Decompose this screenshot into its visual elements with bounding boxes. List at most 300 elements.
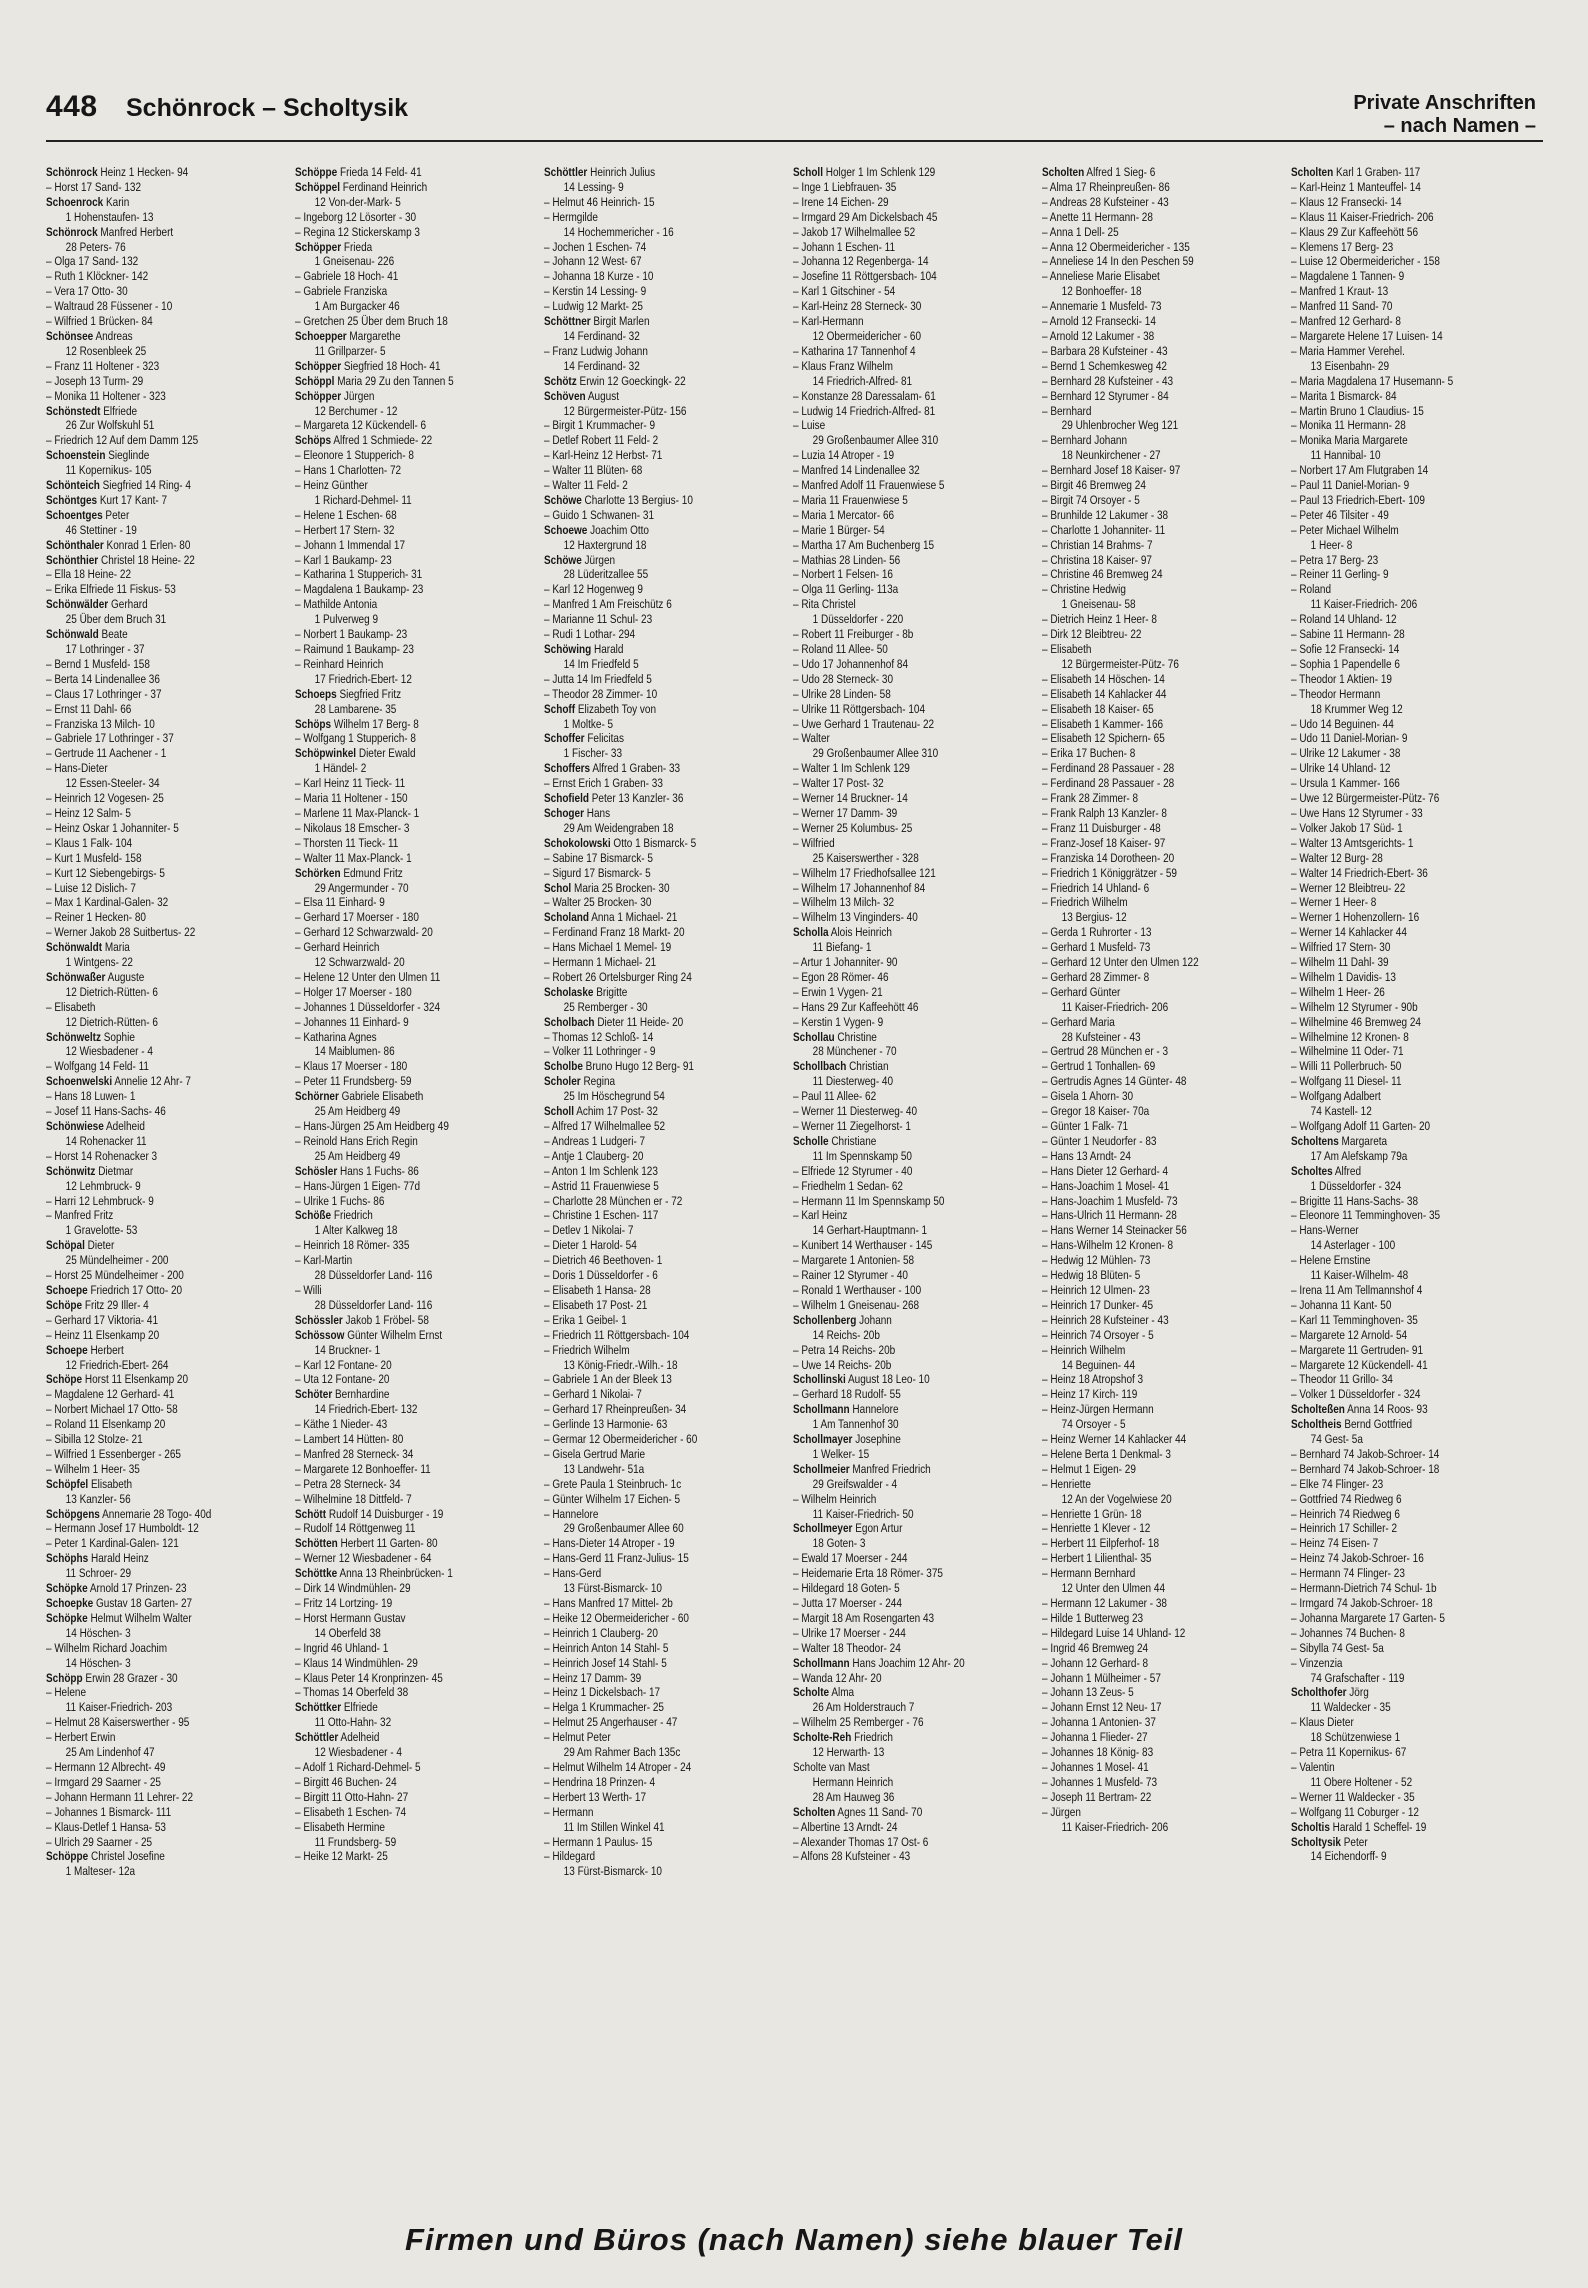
directory-entry: – Walter 17 Post- 32: [793, 776, 884, 791]
directory-entry: Scholand Anna 1 Michael- 21: [544, 910, 678, 925]
directory-entry: Schoepe Friedrich 17 Otto- 20: [46, 1282, 183, 1297]
directory-entry: 14 Oberfeld 38: [314, 1625, 381, 1640]
directory-entry: – Günter 1 Falk- 71: [1042, 1119, 1129, 1133]
directory-entry: – Margarete 1 Antonien- 58: [793, 1253, 915, 1268]
directory-entry: – Hildegard Luise 14 Uhland- 12: [1042, 1625, 1186, 1640]
directory-entry: – Rainer 12 Styrumer - 40: [793, 1268, 908, 1283]
directory-entry: – Konstanze 28 Daressalam- 61: [793, 388, 936, 403]
page-number: 448: [46, 90, 98, 123]
directory-entry: – Margarete 12 Arnold- 54: [1291, 1327, 1408, 1342]
directory-entry: – Heinrich 17 Dunker- 45: [1042, 1297, 1154, 1312]
directory-entry: – Alma 17 Rheinpreußen- 86: [1042, 179, 1170, 194]
directory-entry: 11 Im Spennskamp 50: [812, 1148, 912, 1163]
directory-entry: – Wilhelm 1 Gneisenau- 268: [793, 1297, 920, 1312]
directory-entry: – Mathilde Antonia: [295, 597, 378, 612]
directory-entry: 29 Großenbaumer Allee 60: [563, 1521, 684, 1536]
directory-entry: – Hermann Bernhard: [1042, 1566, 1136, 1581]
directory-entry: – Werner 12 Wiesbadener - 64: [295, 1551, 432, 1566]
directory-entry: Schöttner Birgit Marlen: [544, 314, 650, 329]
directory-entry: – Alexander Thomas 17 Ost- 6: [793, 1834, 929, 1849]
directory-entry: – Christian 14 Brahms- 7: [1042, 537, 1153, 552]
directory-entry: – Hans-Joachim 1 Mosel- 41: [1042, 1178, 1170, 1193]
directory-entry: – Luise: [793, 418, 826, 433]
directory-entry: 14 Beguinen- 44: [1061, 1357, 1136, 1372]
directory-entry: – Christine Hedwig: [1042, 582, 1126, 597]
directory-entry: Schollmeyer Egon Artur: [793, 1521, 903, 1536]
directory-entry: Schöppel Ferdinand Heinrich: [295, 179, 428, 194]
directory-entry: 28 Münchener - 70: [812, 1044, 897, 1059]
directory-entry: Schöttler Adelheid: [295, 1730, 380, 1745]
directory-entry: 14 Maiblumen- 86: [314, 1044, 395, 1059]
directory-entry: – Bernhard 74 Jakob-Schroer- 18: [1291, 1461, 1440, 1476]
directory-entry: 11 Kaiser-Friedrich- 206: [1310, 597, 1418, 612]
directory-entry: – Helmut 46 Heinrich- 15: [544, 194, 655, 209]
directory-entry: 12 Obermeidericher - 60: [812, 328, 921, 343]
directory-entry: – Werner 11 Ziegelhorst- 1: [793, 1119, 911, 1133]
directory-entry: – Udo 28 Sterneck- 30: [793, 671, 894, 686]
directory-entry: – Ulrike 12 Lakumer - 38: [1291, 746, 1401, 761]
directory-entry: 14 Höschen- 3: [65, 1655, 131, 1670]
directory-entry: – Thomas 12 Schloß- 14: [544, 1029, 654, 1044]
directory-entry: Schönstedt Elfriede: [46, 403, 138, 418]
directory-entry: – Bernhard Josef 18 Kaiser- 97: [1042, 463, 1181, 478]
directory-entry: – Annemarie 1 Musfeld- 73: [1042, 299, 1162, 314]
directory-entry: 1 Gneisenau- 226: [314, 254, 395, 269]
directory-entry: – Arnold 12 Fransecki- 14: [1042, 314, 1156, 329]
directory-entry: – Marianne 11 Schul- 23: [544, 612, 653, 627]
directory-entry: – Katharina 1 Stupperich- 31: [295, 567, 423, 582]
directory-entry: 1 Gravelotte- 53: [65, 1223, 138, 1238]
directory-entry: – Magdalene 1 Tannen- 9: [1291, 269, 1405, 284]
directory-entry: – Gabriele 18 Hoch- 41: [295, 269, 399, 284]
directory-entry: – Roland 14 Uhland- 12: [1291, 612, 1397, 627]
directory-entry: 11 Kaiser-Wilhelm- 48: [1310, 1268, 1409, 1283]
directory-entry: – Thomas 14 Oberfeld 38: [295, 1685, 409, 1700]
footer-note: Firmen und Büros (nach Namen) siehe blauer Teil: [405, 2222, 1183, 2257]
directory-entry: – Ferdinand Franz 18 Markt- 20: [544, 925, 685, 940]
directory-entry: – Andreas 1 Ludgeri- 7: [544, 1133, 646, 1148]
directory-entry: – Anna 12 Obermeidericher - 135: [1042, 239, 1190, 254]
directory-entry: – Karl Heinz 11 Tieck- 11: [295, 776, 406, 791]
directory-entry: – Paul 11 Allee- 62: [793, 1089, 877, 1104]
directory-entry: Scholer Regina: [544, 1074, 616, 1089]
directory-entry: – Werner Jakob 28 Suitbertus- 22: [46, 925, 196, 940]
directory-entry: 14 Reichs- 20b: [812, 1327, 880, 1342]
directory-entry: – Margareta 12 Kückendell- 6: [295, 418, 427, 433]
directory-entry: – Petra 28 Sterneck- 34: [295, 1476, 401, 1491]
directory-entry: Scholle Christiane: [793, 1133, 877, 1148]
directory-entry: – Anna 1 Dell- 25: [1042, 224, 1119, 239]
directory-entry: – Dietrich Heinz 1 Heer- 8: [1042, 612, 1157, 627]
directory-entry: – Dieter 1 Harold- 54: [544, 1238, 637, 1253]
directory-entry: – Rudi 1 Lothar- 294: [544, 627, 636, 642]
directory-entry: – Sibilla 12 Stolze- 21: [46, 1432, 143, 1447]
directory-entry: Schöphs Harald Heinz: [46, 1551, 149, 1566]
directory-entry: – Karl-Hermann: [793, 314, 864, 329]
directory-entry: – Hedwig 18 Blüten- 5: [1042, 1268, 1141, 1283]
directory-entry: – Brigitte 11 Hans-Sachs- 38: [1291, 1193, 1419, 1208]
directory-entry: – Elisabeth 12 Spichern- 65: [1042, 731, 1165, 746]
directory-entry: – Elisabeth 18 Kaiser- 65: [1042, 701, 1154, 716]
directory-entry: 1 Düsseldorfer - 324: [1310, 1178, 1402, 1193]
directory-entry: – Werner 14 Bruckner- 14: [793, 791, 908, 806]
directory-entry: Schönwald Beate: [46, 627, 128, 642]
directory-entry: – Theodor 11 Grillo- 34: [1291, 1372, 1393, 1387]
directory-entry: – Olga 11 Gerling- 113a: [793, 582, 899, 597]
directory-entry: 12 Von-der-Mark- 5: [314, 194, 401, 209]
directory-entry: – Bernhard: [1042, 403, 1092, 418]
category-line-2: – nach Namen –: [1383, 115, 1536, 137]
directory-entry: – Erika 17 Buchen- 8: [1042, 746, 1136, 761]
directory-entry: – Inge 1 Liebfrauen- 35: [793, 179, 897, 194]
directory-entry: – Franziska 14 Dorotheen- 20: [1042, 850, 1175, 865]
directory-entry: – Sibylla 74 Gest- 5a: [1291, 1640, 1384, 1655]
directory-entry: – Gerhard 28 Zimmer- 8: [1042, 969, 1150, 984]
directory-entry: Scholl Holger 1 Im Schlenk 129: [793, 165, 936, 179]
directory-entry: – Helmut 1 Eigen- 29: [1042, 1461, 1136, 1476]
directory-entry: Scholbe Bruno Hugo 12 Berg- 91: [544, 1059, 694, 1074]
directory-entry: – Heinz 1 Dickelsbach- 17: [544, 1685, 661, 1700]
directory-entry: – Anneliese Marie Elisabet: [1042, 269, 1160, 284]
directory-entry: 12 Rosenbleek 25: [65, 343, 147, 358]
directory-entry: – Gerhard Maria: [1042, 1014, 1115, 1029]
directory-entry: 18 Neunkirchener - 27: [1061, 448, 1161, 463]
directory-entry: – Johannes 1 Musfeld- 73: [1042, 1774, 1158, 1789]
directory-entry: 26 Zur Wolfskuhl 51: [65, 418, 155, 433]
directory-entry: 12 Essen-Steeler- 34: [65, 776, 160, 791]
directory-entry: – Werner 12 Bleibtreu- 22: [1291, 880, 1406, 895]
directory-entry: Schörner Gabriele Elisabeth: [295, 1089, 424, 1104]
directory-entry: – Franziska 13 Milch- 10: [46, 716, 155, 731]
directory-entry: – Wilhelm 12 Styrumer - 90b: [1291, 999, 1418, 1014]
directory-entry: – Hans-Dieter 14 Atroper - 19: [544, 1536, 675, 1551]
directory-entry: 13 Fürst-Bismarck- 10: [563, 1864, 662, 1879]
directory-entry: – Johannes 11 Einhard- 9: [295, 1014, 409, 1029]
directory-entry: 29 Großenbaumer Allee 310: [812, 746, 939, 761]
directory-entry: Schollmann Hans Joachim 12 Ahr- 20: [793, 1655, 965, 1670]
directory-entry: Scholten Karl 1 Graben- 117: [1291, 165, 1421, 179]
directory-entry: 1 Händel- 2: [314, 761, 367, 776]
directory-entry: – Wilhelmine 18 Dittfeld- 7: [295, 1491, 412, 1506]
directory-entry: – Bernhard 28 Kufsteiner - 43: [1042, 373, 1174, 388]
directory-entry: – Dirk 14 Windmühlen- 29: [295, 1581, 411, 1596]
category-line-1: Private Anschriften: [1353, 92, 1536, 114]
directory-entry: 11 Diesterweg- 40: [812, 1074, 894, 1089]
directory-entry: – Manfred Adolf 11 Frauenwiese 5: [793, 478, 945, 493]
directory-entry: 28 Kufsteiner - 43: [1061, 1029, 1141, 1044]
directory-entry: – Heinrich 18 Römer- 335: [295, 1238, 410, 1253]
directory-entry: – Helmut 28 Kaiserswerther - 95: [46, 1715, 190, 1730]
directory-entry: – Anton 1 Im Schlenk 123: [544, 1163, 658, 1178]
directory-entry: 28 Lüderitzallee 55: [563, 567, 649, 582]
directory-entry: – Valentin: [1291, 1759, 1335, 1774]
directory-entry: – Hans 1 Charlotten- 72: [295, 463, 402, 478]
directory-entry: – Johann Ernst 12 Neu- 17: [1042, 1700, 1162, 1715]
directory-entry: 1 Welker- 15: [812, 1446, 870, 1461]
directory-entry: – Hans-Jürgen 1 Eigen- 77d: [295, 1178, 421, 1193]
directory-entry: 14 Friedrich-Alfred- 81: [812, 373, 913, 388]
directory-column-3: [544, 165, 742, 2210]
directory-entry: – Doris 1 Düsseldorfer - 6: [544, 1268, 658, 1283]
directory-entry: – Karl 1 Gitschiner - 54: [793, 284, 896, 299]
directory-entry: 14 Bruckner- 1: [314, 1342, 381, 1357]
directory-entry: – Hans 18 Luwen- 1: [46, 1089, 136, 1104]
directory-entry: – Manfred 1 Kraut- 13: [1291, 284, 1389, 299]
directory-entry: 12 Bürgermeister-Pütz- 156: [563, 403, 687, 418]
directory-entry: – Klaus 11 Kaiser-Friedrich- 206: [1291, 209, 1434, 224]
directory-entry: Schötten Herbert 11 Garten- 80: [295, 1536, 438, 1551]
directory-entry: Schöwing Harald: [544, 642, 624, 656]
directory-entry: 14 Hochemmericher - 16: [563, 224, 674, 239]
directory-entry: – Hans-Ulrich 11 Hermann- 28: [1042, 1208, 1177, 1223]
directory-entry: – Werner 11 Waldecker - 35: [1291, 1789, 1415, 1804]
directory-entry: – Heinz Oskar 1 Johanniter- 5: [46, 820, 179, 835]
directory-entry: – Regina 12 Stickerskamp 3: [295, 224, 420, 239]
directory-entry: – Hans-Joachim 1 Musfeld- 73: [1042, 1193, 1178, 1208]
directory-entry: 1 Richard-Dehmel- 11: [314, 492, 412, 507]
directory-entry: 11 Otto-Hahn- 32: [314, 1715, 392, 1730]
directory-entry: – Horst 14 Rohenacker 3: [46, 1148, 158, 1163]
directory-entry: – Ronald 1 Werthauser - 100: [793, 1282, 922, 1297]
directory-entry: 12 Bonhoeffer- 18: [1061, 284, 1142, 299]
directory-entry: – Martin Bruno 1 Claudius- 15: [1291, 403, 1424, 418]
directory-entry: – Barbara 28 Kufsteiner - 43: [1042, 343, 1168, 358]
directory-entry: – Käthe 1 Nieder- 43: [295, 1417, 388, 1432]
directory-entry: – Hermann 12 Lakumer - 38: [1042, 1596, 1167, 1610]
directory-entry: – Maria 11 Frauenwiese 5: [793, 492, 908, 507]
directory-entry: Schol Maria 25 Brocken- 30: [544, 880, 670, 895]
directory-entry: – Johanna 11 Kant- 50: [1291, 1297, 1392, 1312]
directory-entry: – Ingeborg 12 Lösorter - 30: [295, 209, 417, 224]
directory-entry: 14 Im Friedfeld 5: [563, 656, 639, 671]
directory-entry: – Friedrich Wilhelm: [1042, 895, 1128, 910]
directory-entry: – Walter 11 Feld- 2: [544, 478, 628, 493]
directory-entry: – Margarete Helene 17 Luisen- 14: [1291, 328, 1443, 343]
directory-entry: Schoeps Siegfried Fritz: [295, 686, 402, 701]
directory-entry: – Reinhard Heinrich: [295, 656, 384, 671]
directory-entry: – Willi 11 Pollerbruch- 50: [1291, 1059, 1402, 1074]
directory-entry: – Franz 11 Holtener - 323: [46, 358, 160, 373]
directory-entry: – Elisabeth 1 Hansa- 28: [544, 1282, 651, 1297]
directory-entry: – Lambert 14 Hütten- 80: [295, 1432, 404, 1447]
directory-entry: – Ulrike 14 Uhland- 12: [1291, 761, 1391, 776]
directory-column-1: [46, 165, 244, 2210]
directory-entry: – Horst Hermann Gustav: [295, 1610, 406, 1625]
directory-entry: 28 Am Hauweg 36: [812, 1789, 895, 1804]
directory-entry: – Elisabeth 1 Kammer- 166: [1042, 716, 1164, 731]
directory-entry: Schoenwelski Annelie 12 Ahr- 7: [46, 1074, 191, 1089]
directory-entry: – Maria 11 Holtener - 150: [295, 791, 408, 806]
directory-entry: 1 Düsseldorfer - 220: [812, 612, 904, 627]
directory-entry: – Manfred 28 Sterneck- 34: [295, 1446, 414, 1461]
directory-entry: – Max 1 Kardinal-Galen- 32: [46, 895, 169, 910]
directory-entry: – Willi: [295, 1282, 322, 1297]
directory-entry: – Helmut 25 Angerhauser - 47: [544, 1715, 678, 1730]
directory-entry: – Hedwig 12 Mühlen- 73: [1042, 1253, 1151, 1268]
directory-entry: – Eleonore 11 Temminghoven- 35: [1291, 1208, 1441, 1223]
directory-entry: – Klaus 12 Fransecki- 14: [1291, 194, 1402, 209]
directory-entry: – Klaus 17 Moerser - 180: [295, 1059, 408, 1074]
directory-entry: – Gertrude 11 Aachener - 1: [46, 746, 167, 761]
directory-entry: – Hans-Wilhelm 12 Kronen- 8: [1042, 1238, 1174, 1253]
directory-entry: 12 Dietrich-Rütten- 6: [65, 1014, 158, 1029]
directory-entry: Schollinski August 18 Leo- 10: [793, 1372, 930, 1387]
directory-entry: Schösler Hans 1 Fuchs- 86: [295, 1163, 419, 1178]
directory-entry: – Klaus Dieter: [1291, 1715, 1354, 1730]
directory-entry: – Gertrud 1 Tonhallen- 69: [1042, 1059, 1156, 1074]
directory-entry: – Uwe 14 Reichs- 20b: [793, 1357, 892, 1372]
directory-entry: – Peter 46 Tilsiter - 49: [1291, 507, 1389, 522]
directory-entry: Scholten Agnes 11 Sand- 70: [793, 1804, 923, 1819]
directory-entry: – Christina 18 Kaiser- 97: [1042, 552, 1152, 567]
directory-entry: – Irmgard 29 Am Dickelsbach 45: [793, 209, 938, 224]
directory-entry: – Herbert 17 Stern- 32: [295, 522, 395, 537]
directory-entry: – Albertine 13 Arndt- 24: [793, 1819, 898, 1834]
directory-entry: – Robert 26 Ortelsburger Ring 24: [544, 969, 692, 984]
directory-entry: 29 Am Rahmer Bach 135c: [563, 1745, 681, 1760]
directory-entry: – Monika 11 Hermann- 28: [1291, 418, 1406, 433]
directory-entry: – Katharina 17 Tannenhof 4: [793, 343, 916, 358]
directory-entry: – Hans 29 Zur Kaffeehött 46: [793, 999, 919, 1014]
directory-entry: – Jakob 17 Wilhelmallee 52: [793, 224, 916, 239]
directory-entry: – Wolfgang 11 Coburger - 12: [1291, 1804, 1419, 1819]
directory-entry: – Birgitt 46 Buchen- 24: [295, 1774, 397, 1789]
directory-entry: 29 Greifswalder - 4: [812, 1476, 898, 1491]
directory-entry: 17 Am Alefskamp 79a: [1310, 1148, 1408, 1163]
directory-entry: – Hans 13 Arndt- 24: [1042, 1148, 1131, 1163]
directory-entry: – Maria Magdalena 17 Husemann- 5: [1291, 373, 1454, 388]
directory-entry: – Henriette: [1042, 1476, 1091, 1491]
directory-entry: Schöttker Elfriede: [295, 1700, 378, 1715]
directory-entry: – Theodor Hermann: [1291, 686, 1381, 701]
directory-entry: – Vinzenzia: [1291, 1655, 1343, 1670]
directory-entry: Schöpgens Annemarie 28 Togo- 40d: [46, 1506, 212, 1521]
directory-entry: – Adolf 1 Richard-Dehmel- 5: [295, 1759, 421, 1774]
directory-entry: – Hildegard: [544, 1849, 596, 1864]
directory-entry: Schönwiese Adelheid: [46, 1119, 145, 1133]
directory-entry: Schöpper Siegfried 18 Hoch- 41: [295, 358, 441, 373]
directory-entry: – Karl Heinz: [793, 1208, 848, 1223]
directory-entry: – Hermann 1 Paulus- 15: [544, 1834, 653, 1849]
directory-entry: – Hans Michael 1 Memel- 19: [544, 940, 672, 955]
directory-entry: 28 Lambarene- 35: [314, 701, 397, 716]
directory-entry: – Karl-Heinz 1 Manteuffel- 14: [1291, 179, 1421, 194]
directory-entry: – Heinz 18 Atropshof 3: [1042, 1372, 1144, 1387]
directory-entry: – Heinz Werner 14 Kahlacker 44: [1042, 1432, 1187, 1447]
directory-entry: 14 Rohenacker 11: [65, 1133, 147, 1148]
directory-entry: 14 Ferdinand- 32: [563, 328, 640, 343]
directory-entry: – Hermann 12 Albrecht- 49: [46, 1759, 166, 1774]
directory-entry: – Marie 1 Bürger- 54: [793, 522, 885, 537]
directory-entry: – Gerhard 17 Rheinpreußen- 34: [544, 1402, 687, 1417]
directory-entry: 13 Fürst-Bismarck- 10: [563, 1581, 662, 1596]
directory-entry: – Maria 1 Mercator- 66: [793, 507, 895, 522]
directory-entry: 11 Im Stillen Winkel 41: [563, 1819, 665, 1834]
directory-entry: – Josef 11 Hans-Sachs- 46: [46, 1104, 166, 1119]
directory-entry: Schössler Jakob 1 Fröbel- 58: [295, 1312, 429, 1327]
directory-entry: – Antje 1 Clauberg- 20: [544, 1148, 644, 1163]
directory-entry: Scholl Achim 17 Post- 32: [544, 1104, 658, 1119]
directory-entry: – Manfred 1 Am Freischütz 6: [544, 597, 672, 612]
directory-entry: – Hermann: [544, 1804, 594, 1819]
directory-entry: – Ulrike 11 Röttgersbach- 104: [793, 701, 926, 716]
directory-entry: – Gabriele Franziska: [295, 284, 388, 299]
directory-entry: – Luise 12 Dislich- 7: [46, 880, 136, 895]
directory-entry: Scholtes Alfred: [1291, 1163, 1362, 1178]
directory-entry: – Hermann 1 Michael- 21: [544, 955, 657, 970]
directory-entry: – Petra 11 Kopernikus- 67: [1291, 1745, 1407, 1760]
directory-entry: 1 Am Burgacker 46: [314, 299, 400, 314]
directory-entry: – Gretchen 25 Über dem Bruch 18: [295, 314, 448, 329]
directory-entry: – Hildegard 18 Goten- 5: [793, 1581, 900, 1596]
directory-entry: 29 Angermunder - 70: [314, 880, 409, 895]
directory-entry: – Heinrich Josef 14 Stahl- 5: [544, 1655, 667, 1670]
directory-entry: Schoenrock Karin: [46, 194, 130, 209]
directory-entry: – Helene Berta 1 Denkmal- 3: [1042, 1446, 1171, 1461]
directory-entry: – Ernst Erich 1 Graben- 33: [544, 776, 663, 791]
directory-entry: Schollau Christine: [793, 1029, 877, 1044]
directory-entry: – Bernd 1 Schemkesweg 42: [1042, 358, 1167, 373]
directory-entry: – Walter 25 Brocken- 30: [544, 895, 652, 910]
directory-entry: – Bernhard Johann: [1042, 433, 1128, 448]
directory-entry: 13 Kanzler- 56: [65, 1491, 131, 1506]
directory-entry: – Gertrudis Agnes 14 Günter- 48: [1042, 1074, 1187, 1089]
directory-entry: Schoentges Peter: [46, 507, 130, 522]
directory-entry: Schokolowski Otto 1 Bismarck- 5: [544, 835, 697, 850]
directory-entry: – Walter 18 Theodor- 24: [793, 1640, 901, 1655]
directory-entry: – Magdalene 12 Gerhard- 41: [46, 1387, 175, 1402]
directory-entry: – Thorsten 11 Tieck- 11: [295, 835, 399, 850]
directory-entry: 1 Alter Kalkweg 18: [314, 1223, 398, 1238]
directory-entry: – Werner 1 Hohenzollern- 16: [1291, 910, 1420, 925]
directory-entry: – Marita 1 Bismarck- 84: [1291, 388, 1397, 403]
directory-entry: 25 Mündelheimer - 200: [65, 1253, 169, 1268]
directory-entry: – Ruth 1 Klöckner- 142: [46, 269, 149, 284]
directory-entry: – Wilfried 1 Essenberger - 265: [46, 1446, 181, 1461]
directory-entry: – Wolfgang 11 Diesel- 11: [1291, 1074, 1402, 1089]
directory-entry: Schollenberg Johann: [793, 1312, 892, 1327]
directory-entry: – Bernd 1 Musfeld- 158: [46, 656, 150, 671]
directory-entry: – Horst 25 Mündelheimer - 200: [46, 1268, 184, 1283]
directory-entry: – Günter Wilhelm 17 Eichen- 5: [544, 1491, 681, 1506]
directory-entry: – Gerhard 12 Schwarzwald- 20: [295, 925, 433, 940]
directory-entry: – Hans-Gerd 11 Franz-Julius- 15: [544, 1551, 689, 1566]
directory-entry: – Karl 12 Fontane- 20: [295, 1357, 392, 1372]
directory-entry: Schoger Hans: [544, 805, 611, 820]
directory-entry: 1 Wintgens- 22: [65, 955, 133, 970]
directory-entry: – Marlene 11 Max-Planck- 1: [295, 805, 420, 820]
directory-entry: – Wilfried: [793, 835, 835, 850]
directory-entry: Schoepke Gustav 18 Garten- 27: [46, 1596, 193, 1610]
directory-entry: – Joseph 11 Bertram- 22: [1042, 1789, 1152, 1804]
directory-entry: 14 Gerhart-Hauptmann- 1: [812, 1223, 928, 1238]
directory-entry: Scholte-Reh Friedrich: [793, 1730, 893, 1745]
directory-entry: – Sofie 12 Fransecki- 14: [1291, 642, 1400, 656]
directory-entry: – Helmut Peter: [544, 1730, 611, 1745]
directory-entry: – Birgitt 11 Otto-Hahn- 27: [295, 1789, 409, 1804]
page-title: Schönrock – Scholtysik: [126, 94, 409, 122]
directory-entry: 11 Kaiser-Friedrich- 203: [65, 1700, 173, 1715]
directory-entry: Schöven August: [544, 388, 620, 403]
directory-entry: – Magdalena 1 Baukamp- 23: [295, 582, 424, 597]
directory-entry: – Peter 1 Kardinal-Galen- 121: [46, 1536, 179, 1551]
directory-entry: – Walter 11 Max-Planck- 1: [295, 850, 412, 865]
directory-entry: – Wilhelm Richard Joachim: [46, 1640, 168, 1655]
directory-entry: – Fritz 14 Lortzing- 19: [295, 1596, 393, 1610]
directory-entry: – Egon 28 Römer- 46: [793, 969, 889, 984]
directory-entry: – Helene 1 Eschen- 68: [295, 507, 397, 522]
directory-entry: – Berta 14 Lindenallee 36: [46, 671, 160, 686]
